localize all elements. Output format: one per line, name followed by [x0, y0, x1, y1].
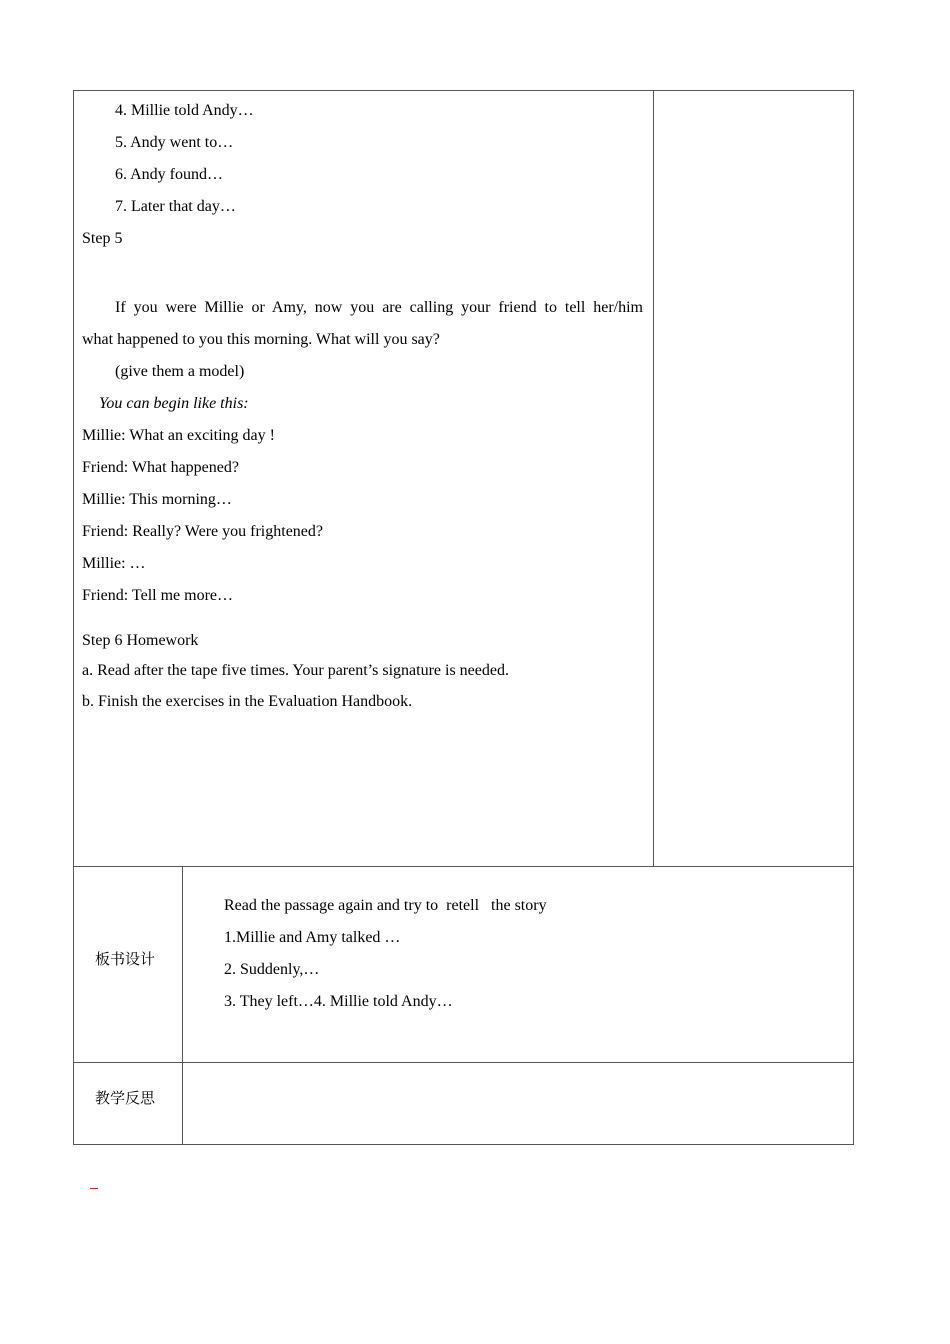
begin-hint: You can begin like this: [99, 395, 249, 412]
dialogue-line: Friend: What happened? [82, 459, 239, 476]
step-item: 4. Millie told Andy… [115, 102, 254, 119]
stray-mark [90, 1188, 98, 1189]
board-line: 3. They left…4. Millie told Andy… [224, 993, 453, 1010]
dialogue-line: Friend: Tell me more… [82, 587, 233, 604]
label-column-divider [182, 866, 183, 1145]
step-item: 5. Andy went to… [115, 134, 234, 151]
task-line-2: what happened to you this morning. What will you say? [82, 331, 440, 348]
step-item: 6. Andy found… [115, 166, 223, 183]
board-line: 2. Suddenly,… [224, 961, 320, 978]
step6-heading: Step 6 Homework [82, 632, 199, 649]
step-item: 7. Later that day… [115, 198, 236, 215]
reflection-label: 教学反思 [95, 1089, 156, 1107]
board-line: 1.Millie and Amy talked … [224, 929, 401, 946]
lesson-table [73, 90, 854, 1145]
homework-item: a. Read after the tape five times. Your parent’s signature is needed. [82, 662, 509, 679]
board-design-label: 板书设计 [95, 950, 156, 968]
row-divider-reflection [73, 1062, 854, 1063]
dialogue-line: Millie: … [82, 555, 146, 572]
model-note: (give them a model) [115, 363, 245, 380]
board-line: Read the passage again and try to retell the story [224, 897, 547, 914]
homework-item: b. Finish the exercises in the Evaluation Handbook. [82, 693, 413, 710]
row-divider-board [73, 866, 854, 867]
dialogue-line: Friend: Really? Were you frightened? [82, 523, 323, 540]
dialogue-line: Millie: This morning… [82, 491, 232, 508]
dialogue-line: Millie: What an exciting day ! [82, 427, 275, 444]
step5-heading: Step 5 [82, 230, 123, 247]
task-line-1: If you were Millie or Amy, now you are calling your friend to tell her/him [115, 299, 643, 316]
upper-column-divider [653, 90, 654, 866]
